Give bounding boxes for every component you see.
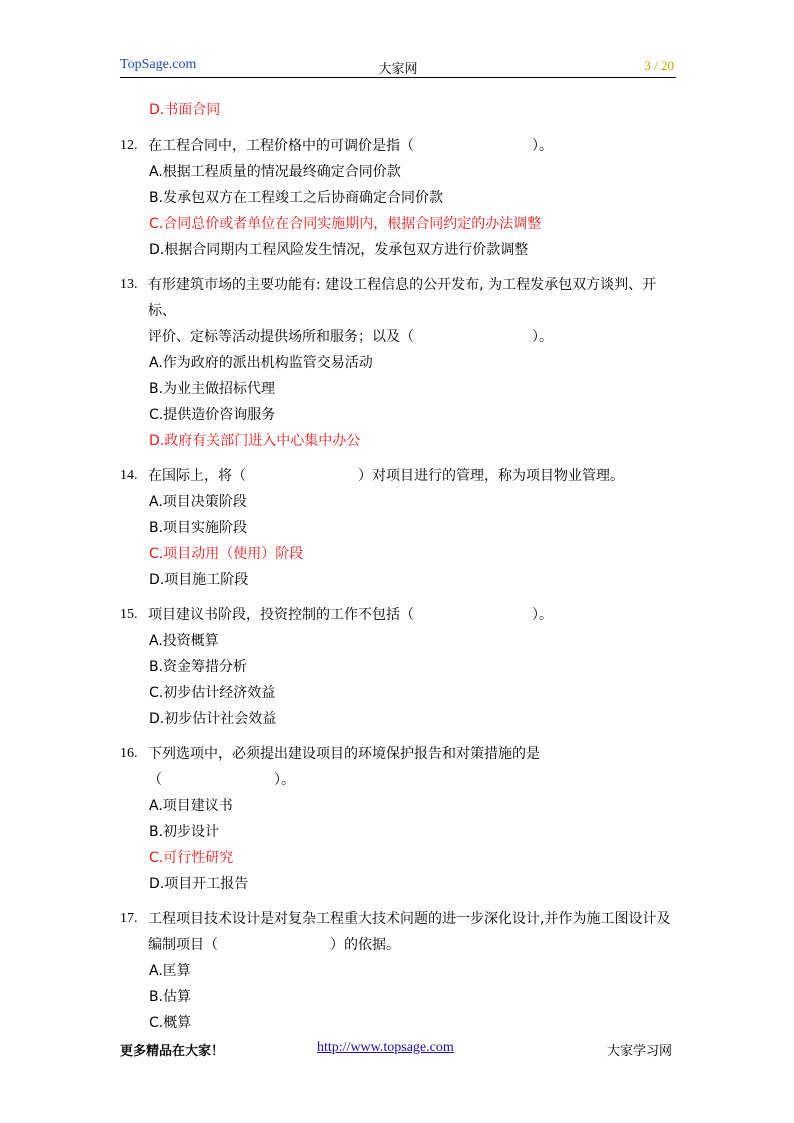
question-list [120, 97, 680, 1036]
footer-promo-text: 更多精品在大家！ [120, 1044, 225, 1059]
question-13 [120, 272, 680, 350]
question-number: 15. [120, 607, 138, 622]
question-number: 16. [120, 746, 138, 761]
page-header [120, 57, 676, 78]
option-a: A.项目建议书 [149, 798, 233, 814]
option-c: C.提供造价咨询服务 [149, 407, 276, 423]
option-c: C.初步估计经济效益 [149, 685, 276, 701]
option-b: B.项目实施阶段 [149, 520, 248, 536]
header-center-title: 大家网 [378, 62, 418, 77]
question-text: 下列选项中，必须提出建设项目的环境保护报告和对策措施的是 （ ）。 [148, 746, 540, 788]
previous-answer-option: D.书面合同 [149, 102, 221, 118]
option-a: A.根据工程质量的情况最终确定合同价款 [149, 164, 401, 180]
question-number: 13. [120, 277, 138, 292]
footer-website-link[interactable]: http://www.topsage.com [317, 1040, 454, 1055]
footer-site-name: 大家学习网 [606, 1044, 672, 1059]
option-d: D.项目开工报告 [149, 876, 249, 892]
option-d-answer: D.政府有关部门进入中心集中办公 [149, 433, 361, 449]
question-15 [120, 602, 680, 628]
header-page-number: 3 / 20 [644, 58, 674, 73]
option-a: A.匡算 [149, 963, 191, 979]
option-d: D.项目施工阶段 [149, 572, 249, 588]
question-16 [120, 741, 680, 793]
question-17 [120, 906, 680, 958]
question-text: 有形建筑市场的主要功能有: 建设工程信息的公开发布, 为工程发承包双方谈判、开标、 评价、定标等活动提供场所和服务；以及（ ）。 [148, 277, 657, 345]
option-a: A.项目决策阶段 [149, 494, 247, 510]
option-c-answer: C.可行性研究 [149, 850, 234, 866]
question-text: 工程项目技术设计是对复杂工程重大技术问题的进一步深化设计,并作为施工图设计及 编制项目（ ）的依据。 [148, 911, 671, 953]
question-12 [120, 133, 680, 159]
question-14 [120, 463, 680, 489]
question-number: 14. [120, 468, 138, 483]
option-b: B.资金筹措分析 [149, 659, 248, 675]
option-b: B.发承包双方在工程竣工之后协商确定合同价款 [149, 190, 444, 206]
option-b: B.为业主做招标代理 [149, 381, 276, 397]
question-text: 在国际上，将（ ）对项目进行的管理，称为项目物业管理。 [148, 468, 624, 484]
option-d: D.初步估计社会效益 [149, 711, 277, 727]
question-number: 17. [120, 911, 138, 926]
header-site-name[interactable]: TopSage.com [120, 57, 197, 72]
page-footer [120, 1040, 676, 1060]
option-b: B.初步设计 [149, 824, 220, 840]
option-c: C.概算 [149, 1015, 192, 1031]
option-c-answer: C.项目动用（使用）阶段 [149, 546, 304, 562]
option-c-answer: C.合同总价或者单位在合同实施期内，根据合同约定的办法调整 [149, 216, 542, 232]
question-text: 项目建议书阶段，投资控制的工作不包括（ ）。 [148, 607, 553, 623]
option-a: A.投资概算 [149, 633, 219, 649]
option-a: A.作为政府的派出机构监管交易活动 [149, 355, 373, 371]
question-text: 在工程合同中，工程价格中的可调价是指（ ）。 [148, 138, 553, 154]
option-b: B.估算 [149, 989, 192, 1005]
option-d: D.根据合同期内工程风险发生情况，发承包双方进行价款调整 [149, 242, 529, 258]
question-number: 12. [120, 138, 138, 153]
